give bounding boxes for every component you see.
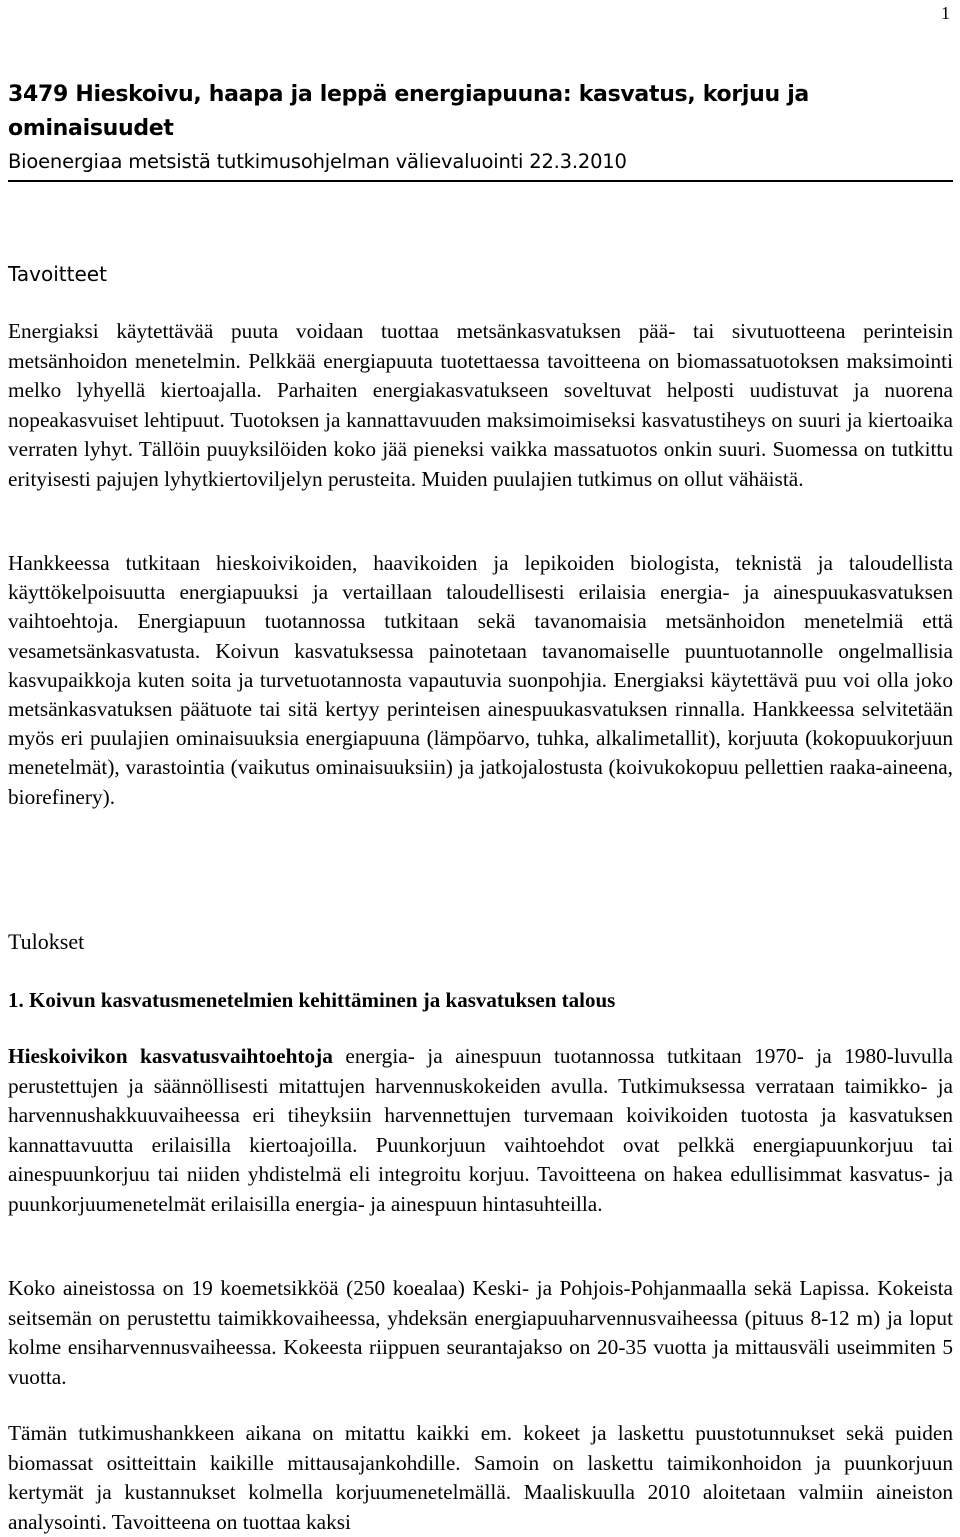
results-paragraph-2: Koko aineistossa on 19 koemetsikköä (250 koealaa) Keski- ja Pohjois-Pohjanmaalla sekä Lapissa. Kokeista seitsemän on perustettu taimikkovaiheessa, yhdeksän energiapuuharvennusvaiheessa (pituus 8-12 m) ja loput kolme ensiharvennusvaiheessa. Kokeesta riippuen seurantajakso on 20-35 vuotta ja mittausväli useimmiten 5 vuotta. (8, 1276, 953, 1389)
section-heading-goals: Tavoitteet (8, 262, 107, 286)
results-paragraph-3: Tämän tutkimushankkeen aikana on mitattu kaikki em. kokeet ja laskettu puustotunnukset sekä puiden biomassat ositteittain kaikille mittausajankohdille. Samoin on laskettu taimikonhoidon ja puunkorjuun kertymät ja kustannukset kolmella korjuumenetelmällä. Maaliskuulla 2010 aloitetaan valmiin aineiston analysointi. Tavoitteena on tuottaa kaksi (8, 1421, 953, 1534)
results-subheading: 1. Koivun kasvatusmenetelmien kehittäminen ja kasvatuksen talous (8, 988, 616, 1012)
results-paragraph-1-lead: Hieskoivikon kasvatusvaihtoehtoja (8, 1044, 333, 1068)
goals-paragraph-1: Energiaksi käytettävää puuta voidaan tuottaa metsänkasvatuksen pää- tai sivutuotteena perinteisin metsänhoidon menetelmin. Pelkkää energiapuuta tuotettaessa tavoitteena on biomassatuotoksen maksimointi melko lyhyellä kiertoajalla. Parhaiten energiakasvatukseen soveltuvat helposti uudistuvat ja nuorena nopeakasvuiset lehtipuut. Tuotoksen ja kannattavuuden maksimoimiseksi kasvatustiheys on suuri ja kiertoaika verraten lyhyt. Tällöin puuyksilöiden koko jää pieneksi vaikka massatuotos onkin suuri. Suomessa on tutkittu erityisesti pajujen lyhytkiertoviljelyn perusteita. Muiden puulajien tutkimus on ollut vähäistä. (8, 319, 953, 491)
goals-paragraph-2: Hankkeessa tutkitaan hieskoivikoiden, haavikoiden ja lepikoiden biologista, teknistä ja taloudellista käyttökelpoisuutta energiapuuksi ja vertaillaan taloudellisesti erilaisia energia- ja ainespuukasvatuksen vaihtoehtoja. Energiapuun tuotannossa tutkitaan sekä tavanomaisia metsänhoidon menetelmiä että vesametsänkasvatusta. Koivun kasvatuksessa painotetaan tavanomaiselle puuntuotannolle ongelmallisia kasvupaikkoja kuten soita ja turvetuotannosta vapautuvia suonpohjia. Energiaksi käytettävä puu voi olla joko metsänkasvatuksen päätuote tai sitä kertyy perinteisen ainespuukasvatuksen rinnalla. Hankkeessa selvitetään myös eri puulajien ominaisuuksia energiapuuna (lämpöarvo, tuhka, alkalimetallit), korjuuta (kokopuukorjuun menetelmät), varastointia (vaikutus ominaisuuksiin) ja jatkojalostusta (koivukokopuu pellettien raaka-aineena, biorefinery). (8, 551, 953, 809)
section-heading-results: Tulokset (8, 929, 85, 954)
results-paragraph-1 (8, 1042, 953, 1219)
document-subtitle: Bioenergiaa metsistä tutkimusohjelman välievaluointi 22.3.2010 (8, 145, 953, 182)
document-title: 3479 Hieskoivu, haapa ja leppä energiapuuna: kasvatus, korjuu ja ominaisuudet (8, 82, 809, 141)
page-number: 1 (941, 3, 950, 23)
results-paragraph-1-rest: energia- ja ainespuun tuotannossa tutkitaan 1970- ja 1980-luvulla perustettujen ja säännöllisesti mitattujen harvennuskokeiden avulla. Tutkimuksessa verrataan taimikko- ja harvennushakkuuvaiheessa eri tiheyksiin harvennettujen turvemaan koivikoiden tuotosta ja kasvatuksen kannattavuutta erilaisilla kiertoajoilla. Puunkorjuun vaihtoehdot ovat pelkkä energiapuunkorjuu tai ainespuunkorjuu tai niiden yhdistelmä eli integroitu korjuu. Tavoitteena on hakea edullisimmat kasvatus- ja puunkorjuumenetelmät erilaisilla energia- ja ainespuun hintasuhteilla. (8, 1044, 953, 1216)
